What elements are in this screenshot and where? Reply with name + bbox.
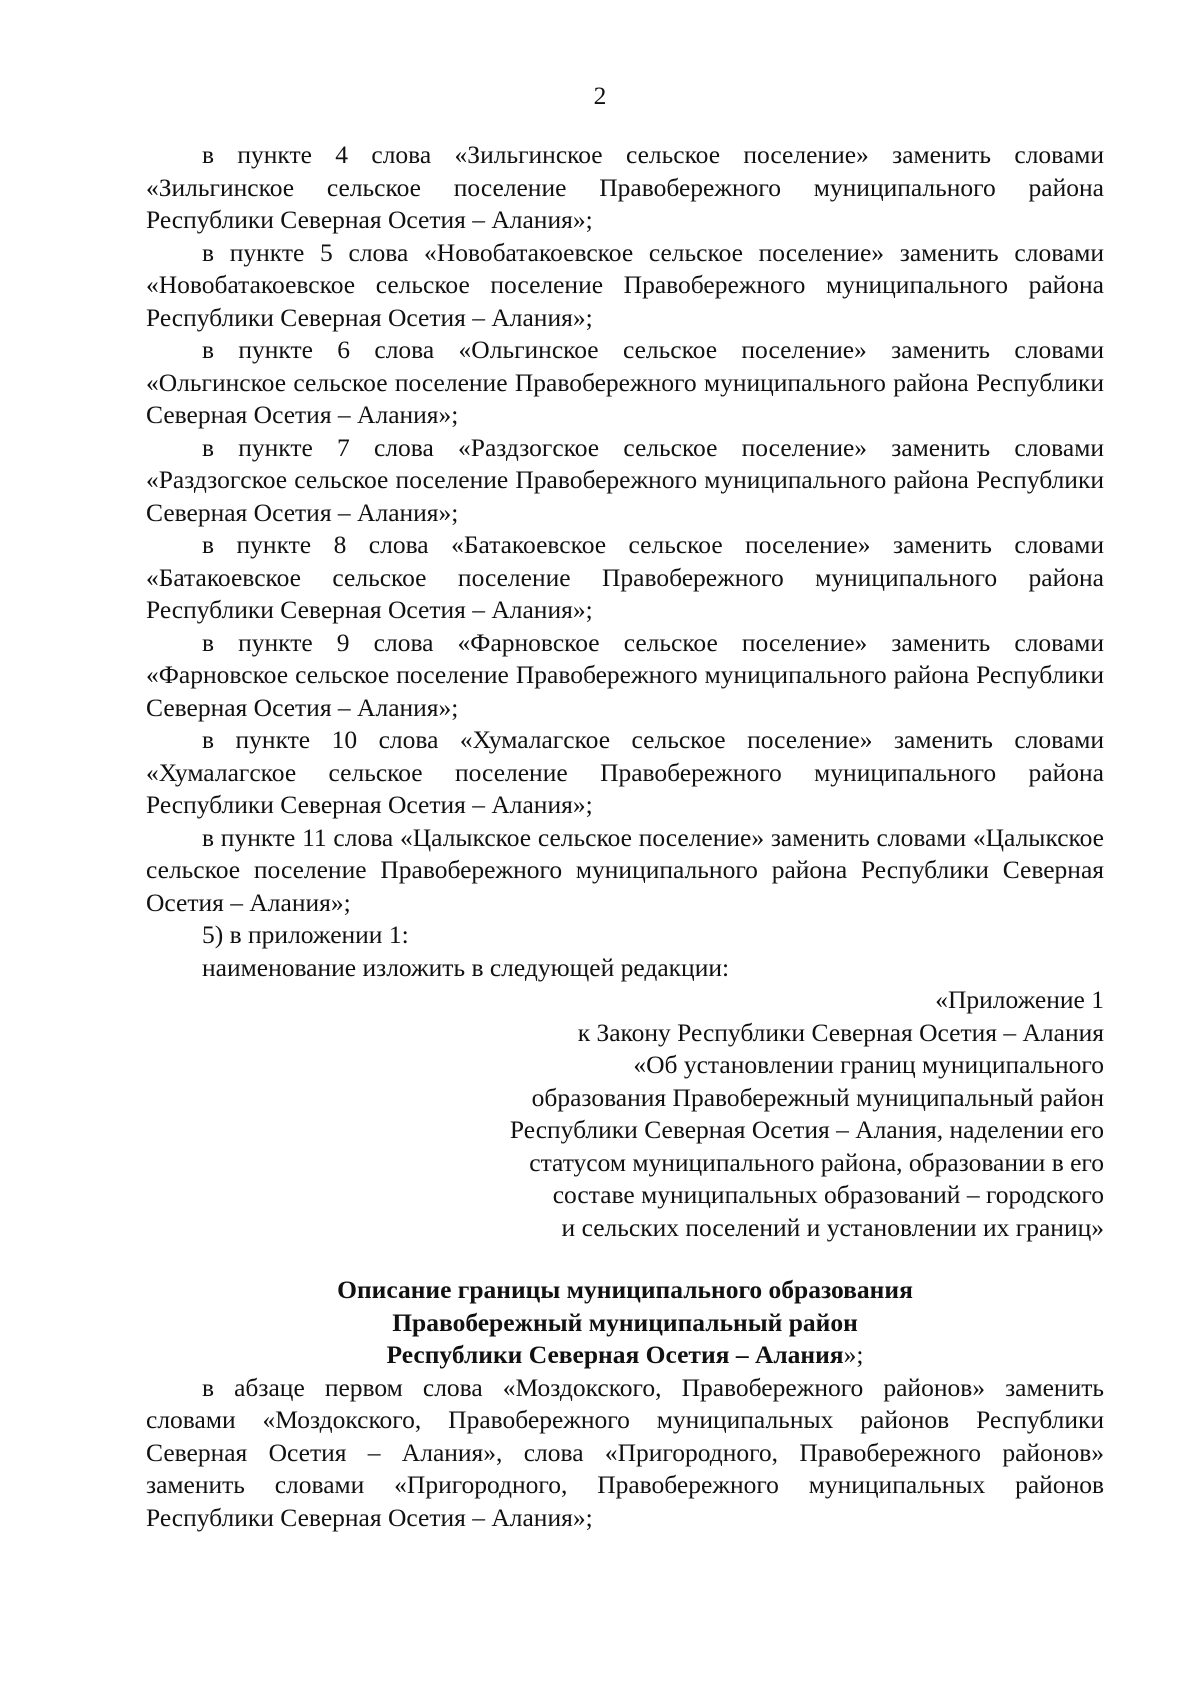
- appendix-line: «Об установлении границ муниципального: [633, 1050, 1104, 1079]
- spacer: [146, 1244, 1104, 1274]
- paragraph-item-6: в пункте 6 слова «Ольгинское сельское поселение» заменить словами «Ольгинское сельское поселение Правобережного муниципального района Республики Северная Осетия – Алания»;: [146, 335, 1104, 429]
- appendix-line: составе муниципальных образований – городского: [552, 1180, 1104, 1209]
- section-heading: [146, 1274, 1104, 1372]
- heading-line-text: Республики Северная Осетия – Алания: [386, 1340, 844, 1369]
- appendix-line: Республики Северная Осетия – Алания, наделении его: [509, 1115, 1104, 1144]
- appendix-line: к Закону Республики Северная Осетия – Алания: [577, 1017, 1104, 1047]
- paragraph-item-8: в пункте 8 слова «Батакоевское сельское поселение» заменить словами «Батакоевское сельское поселение Правобережного муниципального района Республики Северная Осетия – Алания»;: [146, 530, 1104, 624]
- paragraph-item-9: в пункте 9 слова «Фарновское сельское поселение» заменить словами «Фарновское сельское поселение Правобережного муниципального района Республики Северная Осетия – Алания»;: [146, 627, 1104, 722]
- paragraph-item-10: в пункте 10 слова «Хумалагское сельское поселение» заменить словами «Хумалагское сельское поселение Правобережного муниципального района Республики Северная Осетия – Алания»;: [146, 725, 1104, 819]
- list-item-5: 5) в приложении 1:: [202, 920, 409, 949]
- appendix-caption: [146, 984, 1104, 1244]
- rename-instruction: наименование изложить в следующей редакции:: [202, 952, 730, 982]
- heading-tail: »;: [843, 1340, 864, 1369]
- paragraph-item-7: в пункте 7 слова «Раздзогское сельское поселение» заменить словами «Раздзогское сельское поселение Правобережного муниципального района Республики Северная Осетия – Алания»;: [146, 432, 1104, 527]
- page-number: 2: [593, 81, 607, 110]
- appendix-line: статусом муниципального района, образовании в его: [529, 1147, 1104, 1177]
- paragraph-item-4: в пункте 4 слова «Зильгинское сельское поселение» заменить словами «Зильгинское сельское поселение Правобережного муниципального района Республики Северная Осетия – Алания»;: [146, 140, 1104, 234]
- appendix-line: образования Правобережный муниципальный район: [531, 1082, 1104, 1112]
- appendix-line: и сельских поселений и установлении их границ»: [561, 1212, 1104, 1242]
- document-body: [146, 139, 1104, 1534]
- heading-line-last: [146, 1339, 1104, 1372]
- paragraph-item-11: в пункте 11 слова «Цалыкское сельское поселение» заменить словами «Цалыкское сельское поселение Правобережного муниципального района Республики Северная Осетия – Алания»;: [146, 822, 1104, 917]
- heading-line: Описание границы муниципального образования: [337, 1275, 913, 1304]
- paragraph-first-abzac: в абзаце первом слова «Моздокского, Правобережного районов» заменить словами «Моздокского, Правобережного муниципальных районов Республики Северная Осетия – Алания», слова «Пригородного, Правобережного районов» заменить словами «Пригородного, Правобережного муниципальных районов Республики Северная Осетия – Алания»;: [146, 1372, 1104, 1532]
- heading-line: Правобережный муниципальный район: [392, 1307, 858, 1337]
- appendix-line: «Приложение 1: [935, 985, 1104, 1014]
- paragraph-item-5: в пункте 5 слова «Новобатакоевское сельское поселение» заменить словами «Новобатакоевское сельское поселение Правобережного муниципального района Республики Северная Осетия – Алания»;: [146, 237, 1104, 332]
